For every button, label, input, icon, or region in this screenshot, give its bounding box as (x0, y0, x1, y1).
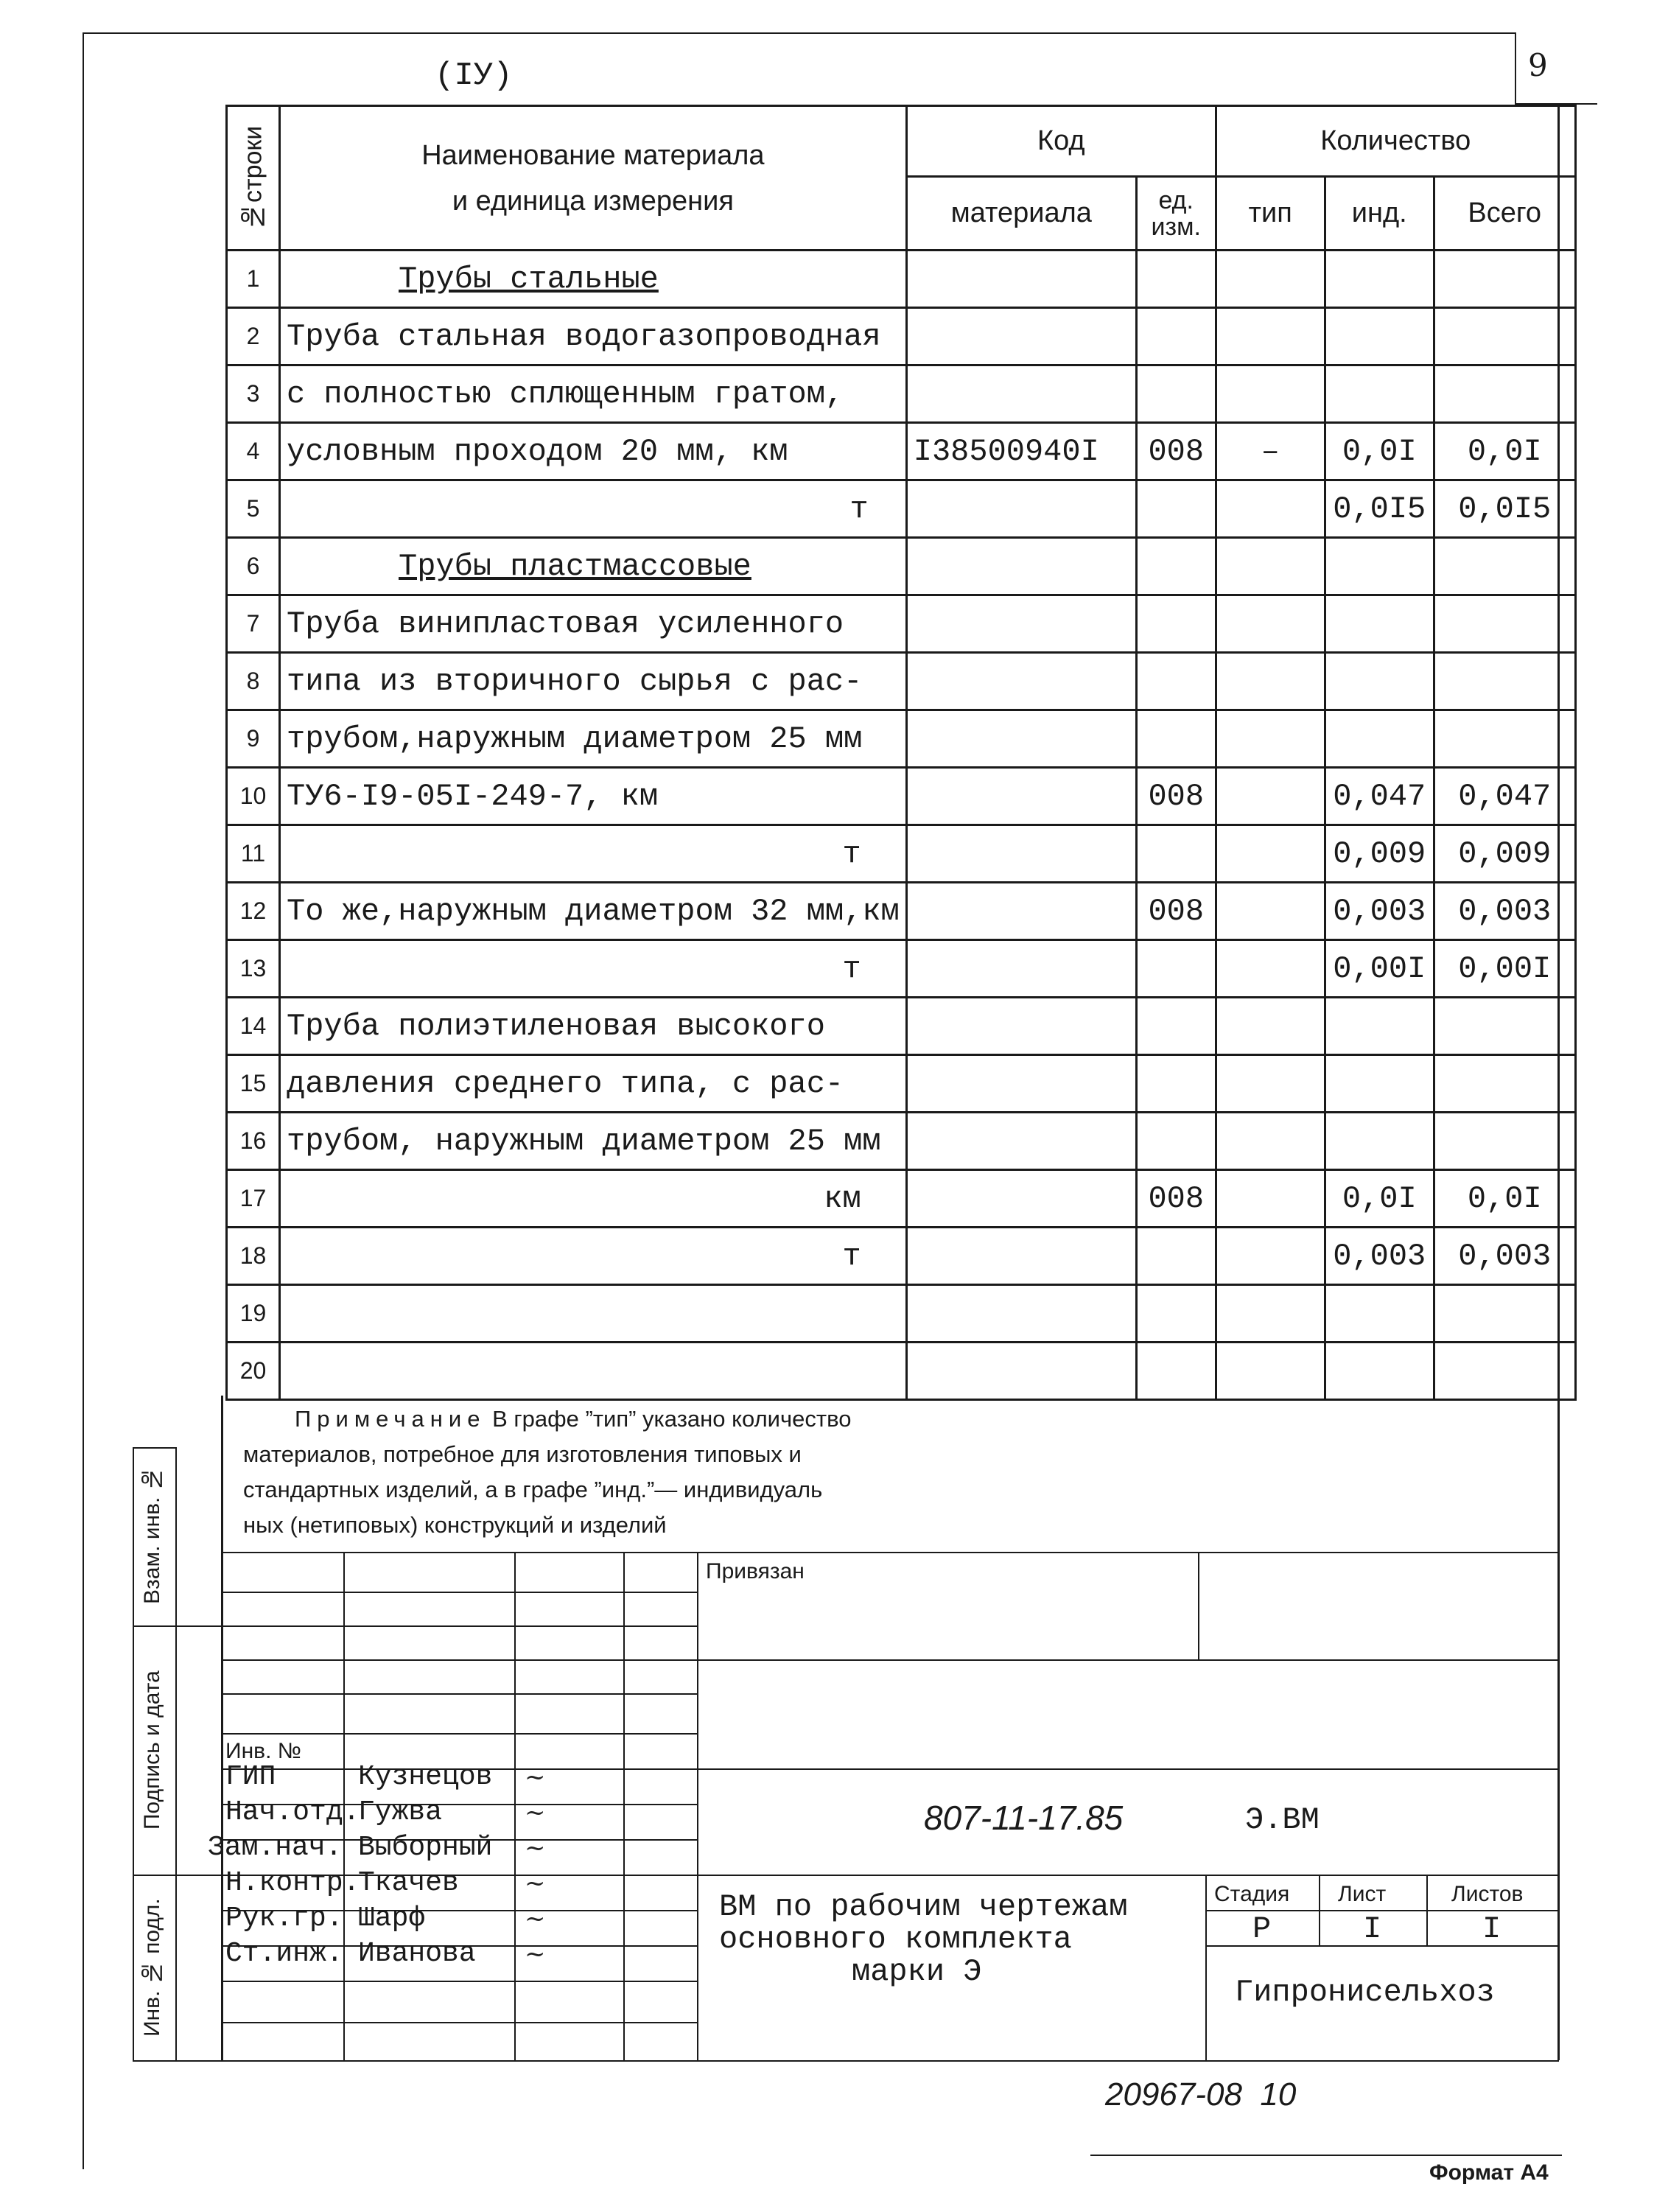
row-total-qty (1434, 251, 1575, 308)
staff-name: Иванова (358, 1938, 476, 1970)
col-header-name-line2: и единица измерения (452, 185, 734, 217)
stage-value: Р (1252, 1911, 1272, 1947)
row-name: с полностью сплющенным гратом, (280, 365, 907, 423)
side-strip-div1 (133, 1625, 221, 1627)
row-ind-qty (1325, 595, 1434, 653)
row-material-code (906, 1343, 1136, 1400)
row-unit-code (1136, 595, 1216, 653)
sheets-label: Листов (1451, 1882, 1524, 1906)
row-unit-code (1136, 1343, 1216, 1400)
row-unit-code (1136, 480, 1216, 538)
row-name: условным проходом 20 мм, км (280, 423, 907, 480)
row-unit-code (1136, 538, 1216, 595)
row-name: Труба полиэтиленовая высокого (280, 998, 907, 1055)
doc-title-line3: марки Э (852, 1954, 982, 1989)
stamp-line-a (221, 1592, 697, 1593)
side-label-vzam-inv: Взам. инв. № (140, 1466, 164, 1605)
row-name: т (280, 940, 907, 998)
table-row (227, 1285, 1576, 1343)
row-number: 6 (227, 538, 280, 595)
format-label: Формат А4 (1429, 2160, 1549, 2185)
title-org-divider (1205, 1875, 1207, 2060)
row-material-code (906, 365, 1136, 423)
table-row (227, 940, 1576, 998)
col-header-ind: инд. (1325, 177, 1434, 251)
row-type-qty (1216, 595, 1325, 653)
row-number: 20 (227, 1343, 280, 1400)
row-unit-code (1136, 365, 1216, 423)
row-total-qty (1434, 1113, 1575, 1170)
row-type-qty (1216, 998, 1325, 1055)
row-name: т (280, 480, 907, 538)
row-ind-qty: 0,003 (1325, 883, 1434, 940)
row-number: 16 (227, 1113, 280, 1170)
row-number: 4 (227, 423, 280, 480)
row-material-code (906, 538, 1136, 595)
stage-label: Стадия (1214, 1882, 1290, 1906)
row-total-qty (1434, 365, 1575, 423)
stamp-line-m (221, 2022, 697, 2023)
table-row (227, 365, 1576, 423)
row-material-code (906, 1170, 1136, 1228)
stamp-line-b (221, 1625, 697, 1627)
row-total-qty: 0,0I (1434, 1170, 1575, 1228)
staff-role: Рук.гр. (225, 1903, 343, 1934)
row-total-qty (1434, 653, 1575, 710)
row-number: 10 (227, 768, 280, 825)
row-unit-code (1136, 940, 1216, 998)
row-unit-code (1136, 998, 1216, 1055)
staff-role: Н.контр. (225, 1867, 360, 1899)
doc-title (719, 1891, 1128, 1988)
privyazan-label: Привязан (706, 1559, 805, 1583)
stamp-line-e (221, 1733, 697, 1735)
row-name: трубом, наружным диаметром 25 мм (280, 1113, 907, 1170)
row-number: 3 (227, 365, 280, 423)
handwritten-signature: ~ (525, 1833, 546, 1863)
table-row (227, 308, 1576, 365)
row-material-code (906, 480, 1136, 538)
row-type-qty (1216, 768, 1325, 825)
sheet-value: I (1363, 1911, 1382, 1947)
table-row (227, 480, 1576, 538)
col-header-unit: ед. изм. (1136, 177, 1216, 251)
row-type-qty (1216, 653, 1325, 710)
doc-title-line2: основного комплекта (719, 1922, 1072, 1957)
privyazan-divider (1198, 1552, 1199, 1659)
row-material-code (906, 998, 1136, 1055)
row-name (280, 1285, 907, 1343)
row-name (280, 1343, 907, 1400)
organization-name: Гипронисельхоз (1235, 1975, 1495, 2010)
row-total-qty (1434, 1343, 1575, 1400)
row-total-qty (1434, 1285, 1575, 1343)
note-line1: В графе ”тип” указано количество (492, 1406, 852, 1432)
row-number: 7 (227, 595, 280, 653)
row-unit-code (1136, 251, 1216, 308)
row-type-qty (1216, 365, 1325, 423)
side-strip-right (175, 1447, 177, 2060)
stamp-top-line (221, 1552, 1559, 1553)
row-name: т (280, 825, 907, 883)
row-total-qty (1434, 595, 1575, 653)
row-ind-qty: 0,0I (1325, 1170, 1434, 1228)
row-unit-code (1136, 1055, 1216, 1113)
row-ind-qty (1325, 308, 1434, 365)
note-label: Примечание (295, 1406, 486, 1432)
row-type-qty (1216, 940, 1325, 998)
side-strip-div2 (133, 1875, 221, 1876)
row-ind-qty (1325, 710, 1434, 768)
row-name: давления среднего типа, с рас- (280, 1055, 907, 1113)
row-unit-code: 008 (1136, 423, 1216, 480)
table-row (227, 710, 1576, 768)
row-total-qty (1434, 538, 1575, 595)
row-unit-code (1136, 710, 1216, 768)
row-name: т (280, 1228, 907, 1285)
staff-role: Ст.инж. (225, 1938, 343, 1970)
row-type-qty (1216, 710, 1325, 768)
handwritten-signature: ~ (525, 1904, 546, 1933)
col-header-quantity: Количество (1216, 106, 1575, 177)
side-label-podpis-data: Подпись и дата (140, 1670, 164, 1830)
note-line2: материалов, потребное для изготовления типовых и (243, 1441, 802, 1467)
table-row (227, 251, 1576, 308)
row-name: типа из вторичного сырья с рас- (280, 653, 907, 710)
row-material-code (906, 883, 1136, 940)
row-type-qty (1216, 1228, 1325, 1285)
row-type-qty (1216, 1285, 1325, 1343)
sheet-sheets-divider (1426, 1875, 1428, 1945)
row-number: 9 (227, 710, 280, 768)
row-material-code (906, 653, 1136, 710)
row-material-code (906, 1113, 1136, 1170)
row-ind-qty (1325, 251, 1434, 308)
row-unit-code: 008 (1136, 883, 1216, 940)
table-row (227, 1343, 1576, 1400)
stamp-col-2 (514, 1552, 516, 2060)
page-number: 9 (1528, 47, 1548, 83)
staff-name: Выборный (358, 1832, 493, 1863)
row-unit-code (1136, 1285, 1216, 1343)
table-row (227, 1228, 1576, 1285)
row-type-qty (1216, 1343, 1325, 1400)
row-ind-qty: 0,00I (1325, 940, 1434, 998)
row-number: 17 (227, 1170, 280, 1228)
row-name: Трубы стальные (280, 251, 907, 308)
note-line4: ных (нетиповых) конструкций и изделий (243, 1512, 667, 1538)
table-row (227, 883, 1576, 940)
frame-top-line (83, 32, 1516, 34)
stamp-left-border (221, 1396, 223, 2060)
row-ind-qty: 0,009 (1325, 825, 1434, 883)
table-row (227, 825, 1576, 883)
row-name: ТУ6-I9-05I-249-7, км (280, 768, 907, 825)
row-number: 12 (227, 883, 280, 940)
row-number: 18 (227, 1228, 280, 1285)
col-header-total: Всего (1434, 177, 1575, 251)
row-number: 11 (227, 825, 280, 883)
row-ind-qty (1325, 1285, 1434, 1343)
page-number-box-left (1515, 32, 1516, 105)
row-ind-qty (1325, 998, 1434, 1055)
row-material-code (906, 768, 1136, 825)
handwritten-signature: ~ (525, 1869, 546, 1898)
row-number: 2 (227, 308, 280, 365)
doc-title-line1: ВМ по рабочим чертежам (719, 1889, 1128, 1925)
table-row (227, 998, 1576, 1055)
row-ind-qty: 0,0I (1325, 423, 1434, 480)
row-number: 1 (227, 251, 280, 308)
note-line3: стандартных изделий, а в графе ”инд.”— индивидуаль (243, 1477, 823, 1502)
archive-number: 20967-08 10 (1105, 2076, 1297, 2113)
row-type-qty (1216, 1055, 1325, 1113)
table-row (227, 423, 1576, 480)
handwritten-signature: ~ (525, 1763, 546, 1792)
row-type-qty (1216, 480, 1325, 538)
stage-sheet-divider (1319, 1875, 1320, 1945)
note-block (243, 1401, 1540, 1543)
row-name: трубом,наружным диаметром 25 мм (280, 710, 907, 768)
staff-name: Шарф (358, 1903, 426, 1934)
staff-role: ГИП (225, 1761, 276, 1793)
row-total-qty: 0,003 (1434, 883, 1575, 940)
row-unit-code: 008 (1136, 1170, 1216, 1228)
table-body (227, 251, 1576, 1400)
row-ind-qty: 0,003 (1325, 1228, 1434, 1285)
row-total-qty: 0,009 (1434, 825, 1575, 883)
row-total-qty: 0,003 (1434, 1228, 1575, 1285)
row-total-qty (1434, 308, 1575, 365)
row-type-qty (1216, 251, 1325, 308)
materials-table (225, 105, 1577, 1401)
footer-line (1090, 2155, 1562, 2156)
col-header-name-line1: Наименование материала (421, 139, 765, 171)
staff-name: Кузнецов (358, 1761, 493, 1793)
inv-number-label: Инв. № (225, 1739, 301, 1763)
stamp-line-l (221, 1981, 697, 1982)
row-type-qty (1216, 825, 1325, 883)
side-label-inv-podl: Инв. № подл. (140, 1898, 164, 2037)
side-strip-bottom (133, 2060, 221, 2062)
row-total-qty: 0,0I5 (1434, 480, 1575, 538)
sheet-label: Лист (1338, 1882, 1387, 1906)
table-row (227, 1113, 1576, 1170)
row-number: 5 (227, 480, 280, 538)
row-ind-qty (1325, 1113, 1434, 1170)
row-name: Трубы пластмассовые (280, 538, 907, 595)
row-material-code (906, 308, 1136, 365)
doc-mark: Э.ВМ (1245, 1802, 1320, 1838)
row-material-code (906, 940, 1136, 998)
row-ind-qty (1325, 1343, 1434, 1400)
row-ind-qty (1325, 1055, 1434, 1113)
row-number: 13 (227, 940, 280, 998)
table-row (227, 538, 1576, 595)
row-unit-code (1136, 308, 1216, 365)
stamp-line-d (221, 1693, 697, 1695)
row-material-code (906, 710, 1136, 768)
section-code: (IУ) (435, 57, 513, 94)
row-material-code: I38500940I (906, 423, 1136, 480)
row-number: 14 (227, 998, 280, 1055)
row-number: 15 (227, 1055, 280, 1113)
sheets-value: I (1482, 1911, 1501, 1947)
row-material-code (906, 595, 1136, 653)
row-name: То же,наружным диаметром 32 мм,км (280, 883, 907, 940)
stamp-bottom-line (221, 2060, 1559, 2062)
table-row (227, 1170, 1576, 1228)
row-material-code (906, 251, 1136, 308)
staff-name: Ткачев (358, 1867, 459, 1899)
table-row (227, 595, 1576, 653)
row-ind-qty (1325, 538, 1434, 595)
row-material-code (906, 1285, 1136, 1343)
row-material-code (906, 1055, 1136, 1113)
row-ind-qty: 0,047 (1325, 768, 1434, 825)
row-unit-code (1136, 653, 1216, 710)
row-name: Труба стальная водогазопроводная (280, 308, 907, 365)
frame-left-line (83, 32, 84, 2169)
staff-role: Зам.нач. (208, 1832, 343, 1863)
staff-name: Гужва (358, 1796, 443, 1828)
row-unit-code: 008 (1136, 768, 1216, 825)
handwritten-signature: ~ (525, 1939, 546, 1969)
row-unit-code (1136, 1228, 1216, 1285)
staff-role: Нач.отд. (225, 1796, 360, 1828)
row-number: 8 (227, 653, 280, 710)
row-ind-qty (1325, 365, 1434, 423)
doc-code: 807-11-17.85 (924, 1799, 1124, 1837)
row-ind-qty: 0,0I5 (1325, 480, 1434, 538)
row-total-qty: 0,00I (1434, 940, 1575, 998)
row-type-qty (1216, 538, 1325, 595)
col-header-rownum: №строки (227, 106, 280, 251)
row-total-qty: 0,0I (1434, 423, 1575, 480)
privyazan-bottom-line (697, 1659, 1559, 1661)
table-row (227, 1055, 1576, 1113)
row-total-qty: 0,047 (1434, 768, 1575, 825)
row-total-qty (1434, 1055, 1575, 1113)
row-name: Труба винипластовая усиленного (280, 595, 907, 653)
row-type-qty (1216, 1113, 1325, 1170)
col-header-type: тип (1216, 177, 1325, 251)
row-type-qty: – (1216, 423, 1325, 480)
row-total-qty (1434, 710, 1575, 768)
stamp-col-3 (623, 1552, 625, 2060)
row-type-qty (1216, 1170, 1325, 1228)
row-material-code (906, 825, 1136, 883)
row-total-qty (1434, 998, 1575, 1055)
col-header-code: Код (906, 106, 1216, 177)
col-header-name (280, 106, 907, 251)
table-row (227, 653, 1576, 710)
row-type-qty (1216, 883, 1325, 940)
row-name: км (280, 1170, 907, 1228)
row-ind-qty (1325, 653, 1434, 710)
stamp-col-4 (697, 1552, 698, 2060)
row-number: 19 (227, 1285, 280, 1343)
col-header-material: материала (906, 177, 1136, 251)
table-row (227, 768, 1576, 825)
row-unit-code (1136, 825, 1216, 883)
row-type-qty (1216, 308, 1325, 365)
handwritten-signature: ~ (525, 1798, 546, 1827)
row-material-code (906, 1228, 1136, 1285)
side-strip-left (133, 1447, 134, 2060)
row-unit-code (1136, 1113, 1216, 1170)
